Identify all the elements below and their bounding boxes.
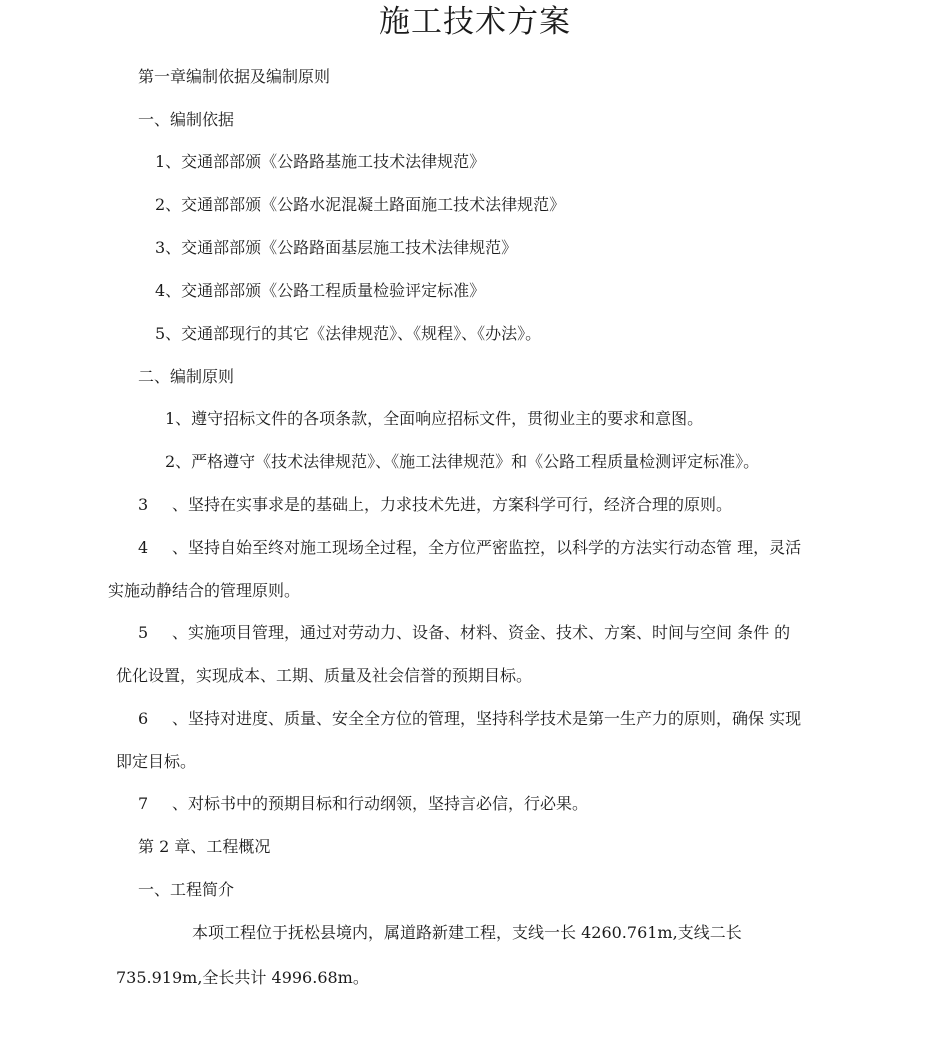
principle-item-7-number: 7	[138, 794, 149, 813]
principle-item-4-continued: 实施动静结合的管理原则。	[108, 581, 301, 600]
section-overview-heading: 一、工程简介	[138, 880, 235, 899]
basis-item-1: 1、交通部部颁《公路路基施工技术法律规范》	[155, 152, 486, 171]
principle-item-5-number: 5	[138, 623, 149, 642]
principle-item-6	[138, 709, 801, 729]
principle-item-5-continued: 优化设置，实现成本、工期、质量及社会信誉的预期目标。	[116, 666, 533, 685]
basis-item-5: 5、交通部现行的其它《法律规范》、《规程》、《办法》。	[155, 324, 542, 343]
principle-item-4-text: 、坚持自始至终对施工现场全过程，全方位严密监控，以科学的方法实行动态管 理，灵活	[172, 538, 802, 557]
principle-item-3-text: 、坚持在实事求是的基础上，力求技术先进，方案科学可行，经济合理的原则。	[172, 495, 733, 514]
principle-item-3-number: 3	[138, 495, 149, 514]
principle-item-5	[138, 623, 790, 643]
principle-item-7	[138, 794, 588, 814]
chapter1-heading: 第一章编制依据及编制原则	[138, 67, 331, 86]
basis-item-3: 3、交通部部颁《公路路面基层施工技术法律规范》	[155, 238, 518, 257]
section-principles-heading: 二、编制原则	[138, 367, 235, 386]
basis-item-2: 2、交通部部颁《公路水泥混凝土路面施工技术法律规范》	[155, 195, 566, 214]
principle-item-4	[138, 538, 801, 558]
principle-item-3	[138, 495, 732, 515]
principle-item-5-text: 、实施项目管理，通过对劳动力、设备、材料、资金、技术、方案、时间与空间 条件 的	[172, 623, 791, 642]
overview-paragraph-line-1: 本项工程位于抚松县境内，属道路新建工程，支线一长 4260.761m,支线二长	[192, 923, 742, 942]
principle-item-4-number: 4	[138, 538, 149, 557]
basis-item-4: 4、交通部部颁《公路工程质量检验评定标准》	[155, 281, 486, 300]
overview-paragraph-line-2: 735.919m,全长共计 4996.68m。	[116, 968, 369, 987]
section-basis-heading: 一、编制依据	[138, 110, 235, 129]
principle-item-1: 1、遵守招标文件的各项条款，全面响应招标文件，贯彻业主的要求和意图。	[165, 409, 704, 428]
principle-item-6-continued: 即定目标。	[116, 752, 197, 771]
principle-item-6-number: 6	[138, 709, 149, 728]
chapter2-heading: 第 2 章、工程概况	[138, 837, 271, 856]
principle-item-7-text: 、对标书中的预期目标和行动纲领，坚持言必信，行必果。	[172, 794, 589, 813]
principle-item-2: 2、严格遵守《技术法律规范》、《施工法律规范》和《公路工程质量检测评定标准》。	[165, 452, 760, 471]
principle-item-6-text: 、坚持对进度、质量、安全全方位的管理，坚持科学技术是第一生产力的原则，确保 实现	[172, 709, 802, 728]
document-title: 施工技术方案	[379, 4, 571, 40]
